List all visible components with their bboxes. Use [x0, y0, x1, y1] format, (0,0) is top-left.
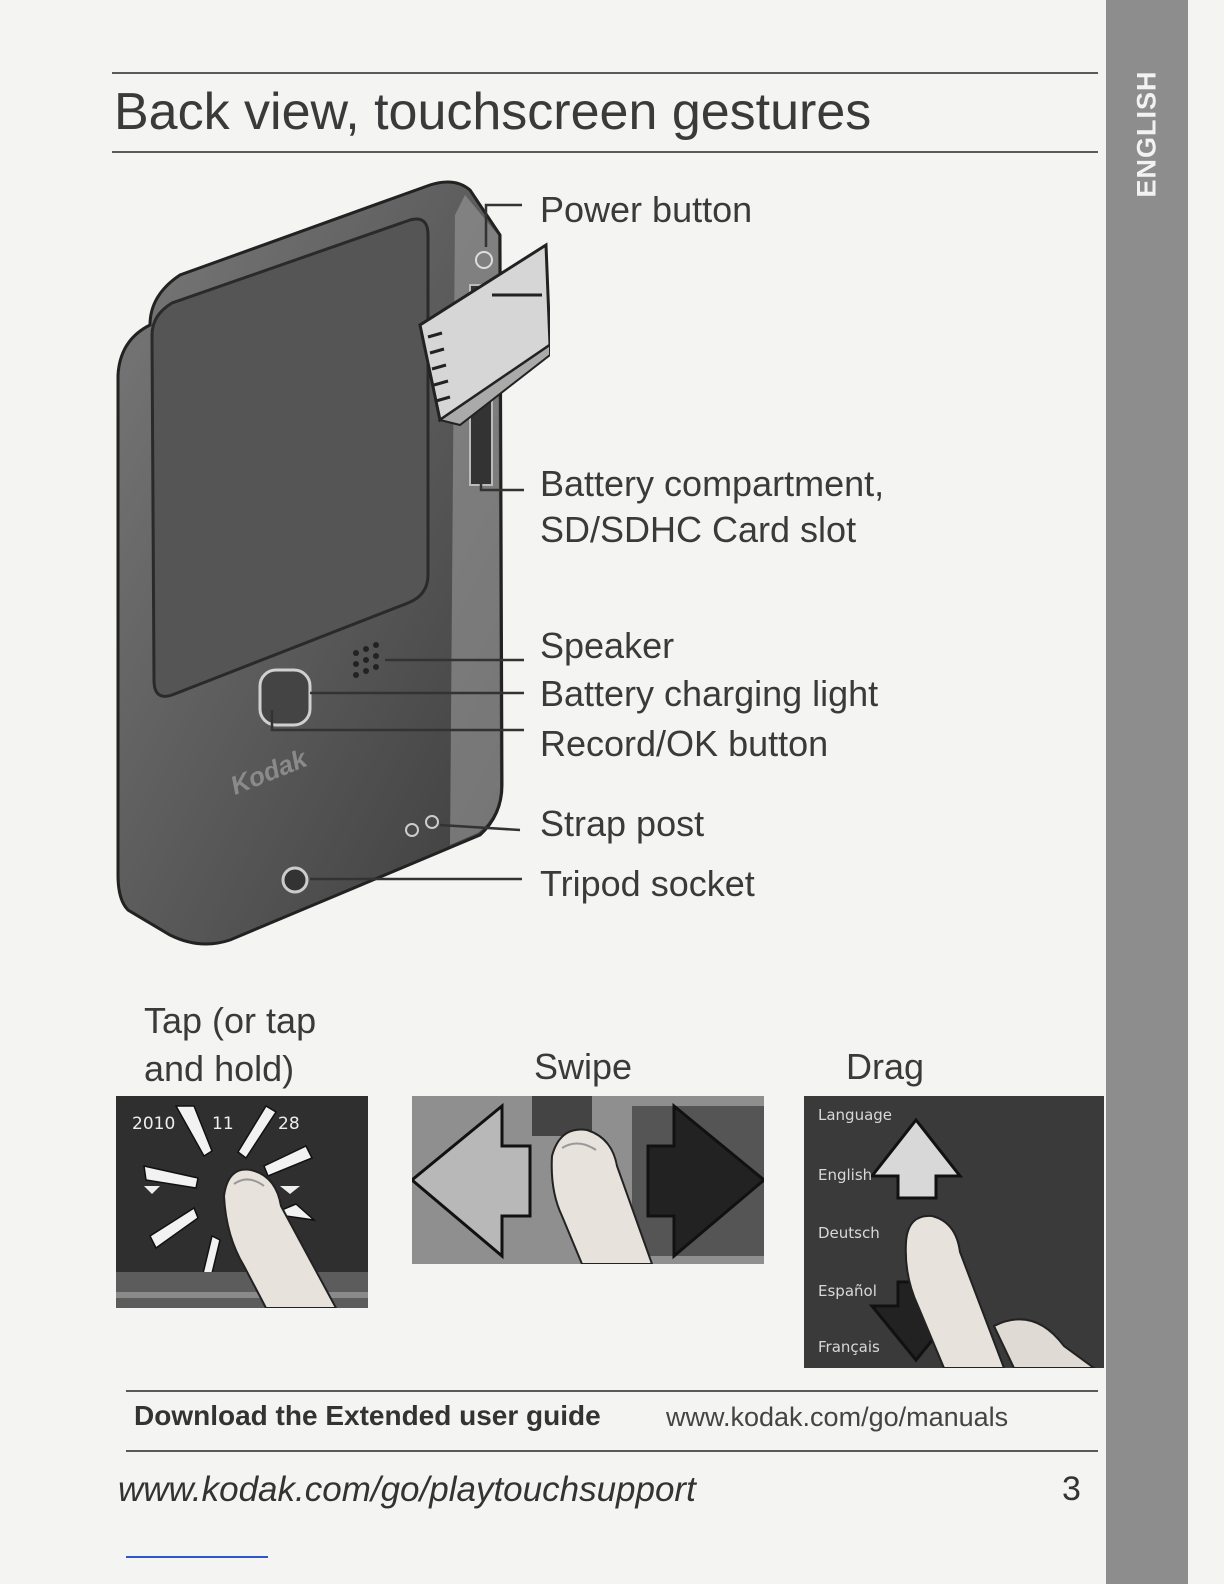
- record-ok-button-shape: [260, 670, 310, 725]
- drag-list-item: Français: [818, 1338, 880, 1356]
- title-bottom-rule: [112, 151, 1098, 153]
- camera-back-illustration: [110, 175, 550, 955]
- speaker-label: Speaker: [540, 625, 675, 666]
- swipe-label: Swipe: [534, 1046, 633, 1087]
- swipe-gesture-panel: [412, 1096, 764, 1264]
- tap-date-month: 11: [212, 1114, 234, 1134]
- drag-list-item: English: [818, 1166, 873, 1184]
- title-top-rule: [112, 72, 1098, 74]
- download-top-rule: [126, 1390, 1098, 1392]
- page-title: Back view, touchscreen gestures: [114, 83, 872, 141]
- tap-gesture-panel: [116, 1096, 368, 1308]
- drag-list-item: Language: [818, 1106, 893, 1124]
- tap-date-day: 28: [278, 1114, 300, 1134]
- download-bottom-rule: [126, 1450, 1098, 1452]
- card-slot-label: SD/SDHC Card slot: [540, 509, 857, 550]
- tripod-socket-label: Tripod socket: [540, 863, 755, 904]
- strap-post-label: Strap post: [540, 803, 705, 844]
- battery-compartment-label: Battery compartment,: [540, 463, 885, 504]
- drag-label: Drag: [846, 1046, 925, 1087]
- language-tab-label: ENGLISH: [1131, 70, 1162, 198]
- drag-gesture-panel: [804, 1096, 1104, 1368]
- support-url-link[interactable]: www.kodak.com/go/playtouchsupport: [118, 1470, 696, 1509]
- language-side-tab: [1106, 0, 1188, 1584]
- battery-charging-light-label: Battery charging light: [540, 673, 879, 714]
- footer-link-underline: [126, 1556, 268, 1558]
- record-ok-button-label: Record/OK button: [540, 723, 829, 764]
- tap-date-year: 2010: [132, 1114, 176, 1134]
- download-guide-link[interactable]: www.kodak.com/go/manuals: [666, 1402, 1009, 1432]
- tap-label-line1: Tap (or tap: [144, 1000, 317, 1041]
- tap-label-line2: and hold): [144, 1048, 295, 1089]
- tripod-socket-shape: [283, 868, 307, 892]
- download-guide-label: Download the Extended user guide: [134, 1400, 601, 1431]
- power-button-label: Power button: [540, 189, 753, 230]
- page-number: 3: [1062, 1470, 1081, 1508]
- camera-brand-text: Kodak: [226, 742, 311, 801]
- drag-list-item: Deutsch: [818, 1224, 880, 1242]
- tap-finger-icon: [116, 1096, 368, 1308]
- swipe-arrows-icon: [412, 1096, 764, 1264]
- drag-list-item: Español: [818, 1282, 877, 1300]
